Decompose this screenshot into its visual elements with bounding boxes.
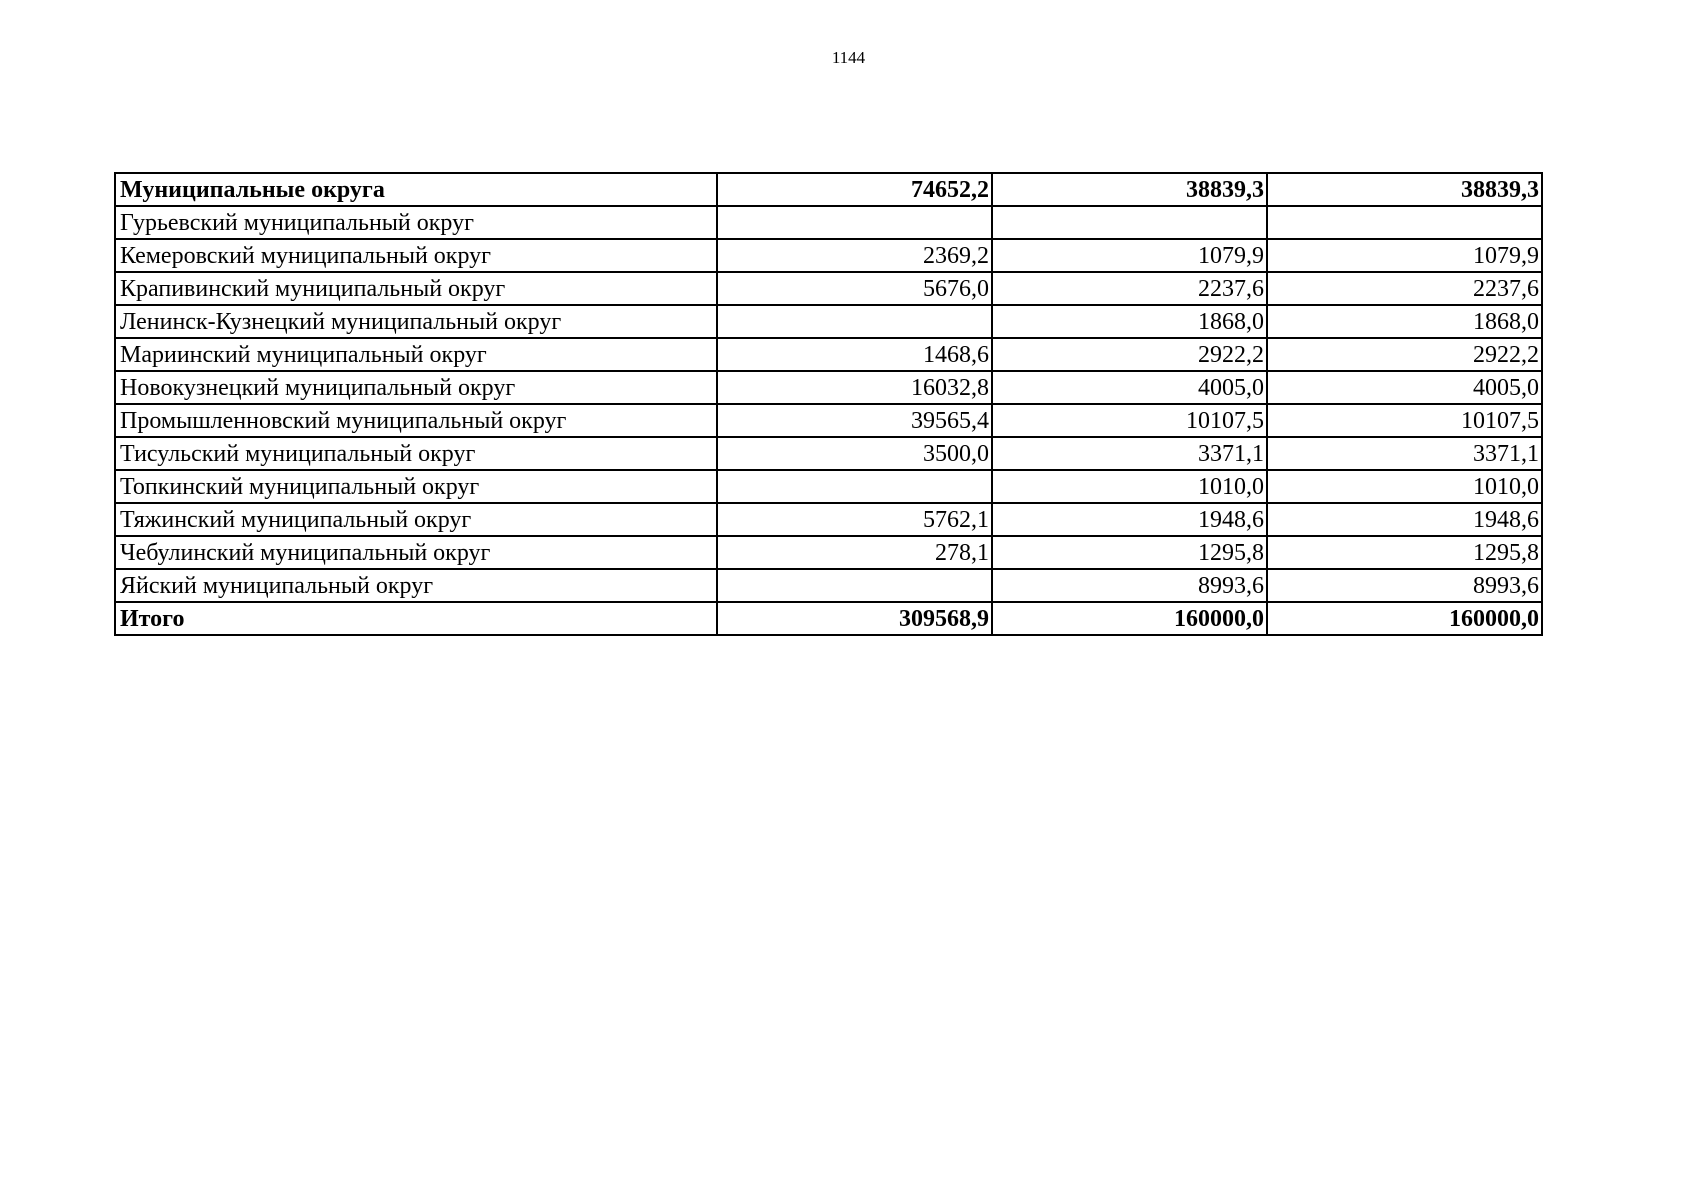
row-label: Топкинский муниципальный округ — [115, 470, 717, 503]
value-cell-3: 2922,2 — [1267, 338, 1542, 371]
table-row-total — [115, 602, 1542, 635]
value-cell-1: 16032,8 — [717, 371, 992, 404]
row-label: Тяжинский муниципальный округ — [115, 503, 717, 536]
row-label: Ленинск-Кузнецкий муниципальный округ — [115, 305, 717, 338]
table-row — [115, 338, 1542, 371]
value-cell-2: 3371,1 — [992, 437, 1267, 470]
value-cell-3 — [1267, 206, 1542, 239]
value-cell-2: 8993,6 — [992, 569, 1267, 602]
table-row — [115, 305, 1542, 338]
table-row — [115, 404, 1542, 437]
table-row — [115, 272, 1542, 305]
value-cell-3: 1948,6 — [1267, 503, 1542, 536]
row-label: Новокузнецкий муниципальный округ — [115, 371, 717, 404]
row-label: Промышленновский муниципальный округ — [115, 404, 717, 437]
value-cell-2: 1295,8 — [992, 536, 1267, 569]
value-cell-1: 1468,6 — [717, 338, 992, 371]
value-cell-1 — [717, 569, 992, 602]
value-cell-2 — [992, 206, 1267, 239]
value-cell-3: 3371,1 — [1267, 437, 1542, 470]
row-label: Тисульский муниципальный округ — [115, 437, 717, 470]
value-cell-2: 4005,0 — [992, 371, 1267, 404]
row-label: Крапивинский муниципальный округ — [115, 272, 717, 305]
table-row — [115, 437, 1542, 470]
value-cell-3: 1295,8 — [1267, 536, 1542, 569]
value-cell-3: 8993,6 — [1267, 569, 1542, 602]
value-cell-3: 1079,9 — [1267, 239, 1542, 272]
budget-table — [114, 172, 1543, 636]
table-row — [115, 503, 1542, 536]
value-cell-2: 1948,6 — [992, 503, 1267, 536]
value-cell-3: 1868,0 — [1267, 305, 1542, 338]
value-cell-1: 2369,2 — [717, 239, 992, 272]
value-cell-2: 2237,6 — [992, 272, 1267, 305]
value-cell-3: 10107,5 — [1267, 404, 1542, 437]
row-label: Чебулинский муниципальный округ — [115, 536, 717, 569]
table-body — [115, 173, 1542, 635]
value-cell-1: 5762,1 — [717, 503, 992, 536]
value-cell-3: 4005,0 — [1267, 371, 1542, 404]
row-label: Итого — [115, 602, 717, 635]
row-label: Кемеровский муниципальный округ — [115, 239, 717, 272]
value-cell-1: 74652,2 — [717, 173, 992, 206]
table-row — [115, 470, 1542, 503]
value-cell-2: 38839,3 — [992, 173, 1267, 206]
table-row — [115, 239, 1542, 272]
value-cell-2: 10107,5 — [992, 404, 1267, 437]
table-row — [115, 371, 1542, 404]
table-row — [115, 206, 1542, 239]
table-row-subtotal — [115, 173, 1542, 206]
value-cell-1: 5676,0 — [717, 272, 992, 305]
value-cell-2: 1868,0 — [992, 305, 1267, 338]
value-cell-1: 39565,4 — [717, 404, 992, 437]
value-cell-2: 1010,0 — [992, 470, 1267, 503]
value-cell-3: 38839,3 — [1267, 173, 1542, 206]
value-cell-1: 278,1 — [717, 536, 992, 569]
value-cell-3: 1010,0 — [1267, 470, 1542, 503]
page-number: 1144 — [831, 48, 866, 67]
value-cell-2: 2922,2 — [992, 338, 1267, 371]
value-cell-1 — [717, 470, 992, 503]
row-label: Яйский муниципальный округ — [115, 569, 717, 602]
value-cell-3: 2237,6 — [1267, 272, 1542, 305]
table-row — [115, 536, 1542, 569]
row-label: Муниципальные округа — [115, 173, 717, 206]
row-label: Гурьевский муниципальный округ — [115, 206, 717, 239]
value-cell-1: 309568,9 — [717, 602, 992, 635]
value-cell-2: 1079,9 — [992, 239, 1267, 272]
value-cell-1 — [717, 305, 992, 338]
row-label: Мариинский муниципальный округ — [115, 338, 717, 371]
value-cell-1 — [717, 206, 992, 239]
value-cell-3: 160000,0 — [1267, 602, 1542, 635]
value-cell-1: 3500,0 — [717, 437, 992, 470]
value-cell-2: 160000,0 — [992, 602, 1267, 635]
table-row — [115, 569, 1542, 602]
